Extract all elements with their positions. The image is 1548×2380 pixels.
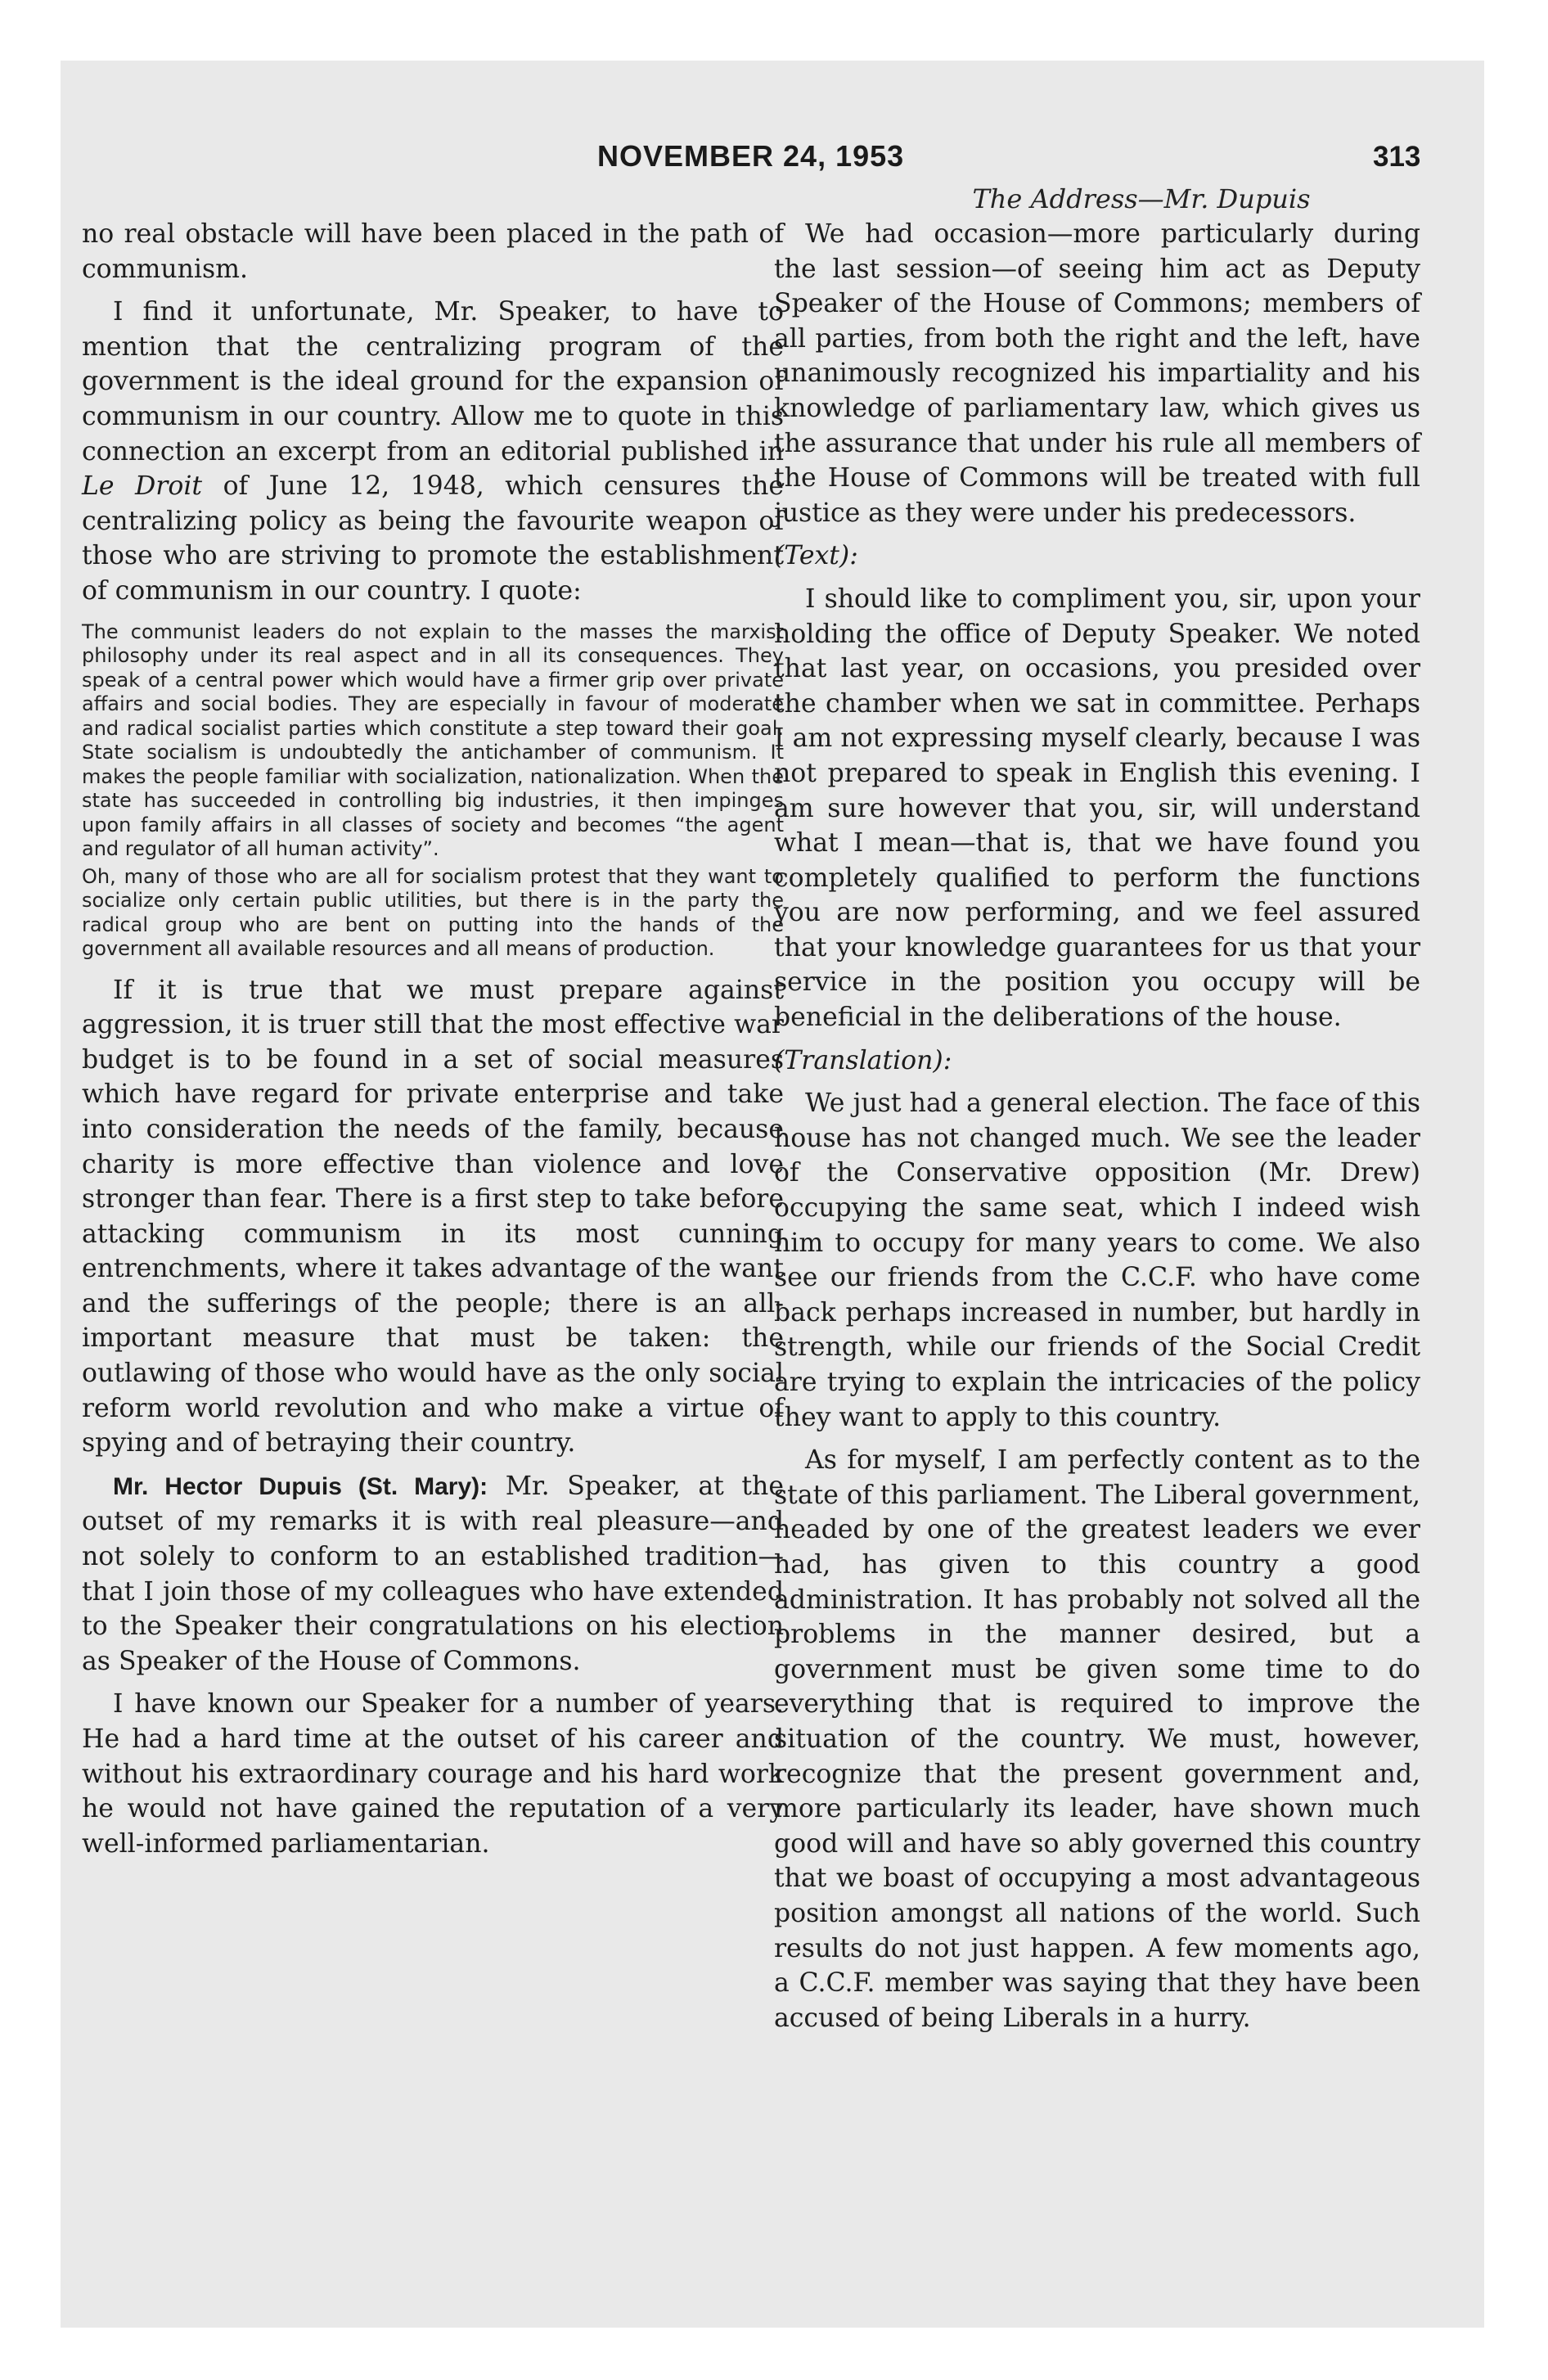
page-date-header: NOVEMBER 24, 1953 bbox=[597, 139, 905, 173]
block-quote bbox=[82, 620, 784, 962]
left-column bbox=[82, 217, 784, 1869]
running-head: The Address—Mr. Dupuis bbox=[972, 183, 1311, 214]
right-paragraph-4: As for myself, I am perfectly content as to the state of this parliament. The Liberal government, headed by one of the greatest leaders we ever had, has given to this country a good administration. It has probably not solved all the problems in the manner desired, but a government must be given some time to do everything that is required to improve the situation of the country. We must, however, recognize that the present government and, more particularly its leader, have shown much good will and have so ably governed this country that we boast of occupying a most advantageous position amongst all nations of the world. Such results do not just happen. A few moments ago, a C.C.F. member was saying that they have been accused of being Liberals in a hurry. bbox=[774, 1445, 1420, 2033]
left-paragraph-3: If it is true that we must prepare against aggression, it is truer still that the most effective war budget is to be found in a set of social measures which have regard for private enterprise and take into consideration the needs of the family, because charity is more effective than violence and love stronger than fear. There is a first step to take before attacking communism in its most cunning entrenchments, where it takes advantage of the want and the sufferings of the people; there is an all-important measure that must be taken: the outlawing of those who would have as the only social reform world revolution and who make a virtue of spying and of betraying their country. bbox=[82, 975, 784, 1458]
right-paragraph-1: We had occasion—more particularly during the last session—of seeing him act as Deputy Speaker of the House of Commons; members of all parties, from both the right and the left, have unanimously recognized his impartiality and his knowledge of parliamentary law, which gives us the assurance that under his rule all members of the House of Commons will be treated with full justice as they were under his predecessors. bbox=[774, 219, 1420, 528]
page-number: 313 bbox=[1373, 141, 1421, 173]
label-text: (Text): bbox=[774, 541, 858, 571]
speaker-name: Mr. Hector Dupuis (St. Mary): bbox=[113, 1472, 488, 1500]
left-paragraph-1: no real obstacle will have been placed in the path of communism. bbox=[82, 219, 784, 284]
right-paragraph-3: We just had a general election. The face of this house has not changed much. We see the leader of the Conservative opposition (Mr. Drew) occupying the same seat, which I indeed wish him to occupy for many years to come. We also see our friends from the C.C.F. who have come back perhaps increased in number, but hardly in strength, while our friends of the Social Credit are trying to explain the intricacies of the policy they want to apply to this country. bbox=[774, 1089, 1420, 1432]
quote-paragraph-2: Oh, many of those who are all for socialism protest that they want to socialize only certain public utilities, but there is in the party the radical group who are bent on putting into the hands of the government all available resources and all means of production. bbox=[82, 864, 784, 961]
right-column bbox=[774, 217, 1420, 2044]
publication-title: Le Droit bbox=[82, 471, 203, 502]
left-paragraph-5: I have known our Speaker for a number of years. He had a hard time at the outset of his career and without his extraordinary courage and his hard work he would not have gained the reputation of a very well-informed parliamentarian. bbox=[82, 1689, 784, 1859]
left-paragraph-2: I find it unfortunate, Mr. Speaker, to have to mention that the centralizing program of the government is the ideal ground for the expansion of communism in our country. Allow me to quote in this connection an excerpt from an editorial published in Le Droit of June 12, 1948, which censures the centralizing policy as being the favourite weapon of those who are striving to promote the establishment of communism in our country. I quote: bbox=[82, 297, 785, 606]
quote-paragraph-1: The communist leaders do not explain to the masses the marxist philosophy under its real aspect and in all its consequences. They speak of a central power which would have a firmer grip over private affairs and social bodies. They are especially in favour of moderate and radical socialist parties which constitute a step toward their goal. State socialism is undoubtedly the antichamber of communism. It makes the people familiar with socialization, nationalization. When the state has succeeded in controlling big industries, it then impinges upon family affairs in all classes of society and becomes “the agent and regulator of all human activity”. bbox=[82, 620, 784, 861]
right-paragraph-2: I should like to compliment you, sir, upon your holding the office of Deputy Speaker. We noted that last year, on occasions, you presided over the chamber when we sat in committee. Perhaps I am not expressing myself clearly, because I was not prepared to speak in English this evening. I am sure however that you, sir, will understand what I mean—that is, that we have found you completely qualified to perform the functions you are now performing, and we feel assured that your knowledge guarantees for us that your service in the position you occupy will be beneficial in the deliberations of the house. bbox=[774, 584, 1420, 1033]
label-translation: (Translation): bbox=[774, 1045, 952, 1075]
left-paragraph-4: Mr. Hector Dupuis (St. Mary): Mr. Speaker, at the outset of my remarks it is with real pleasure—and not solely to conform to an established tradition—that I join those of my colleagues who have extended to the Speaker their congratulations on his election as Speaker of the House of Commons. bbox=[82, 1471, 784, 1676]
